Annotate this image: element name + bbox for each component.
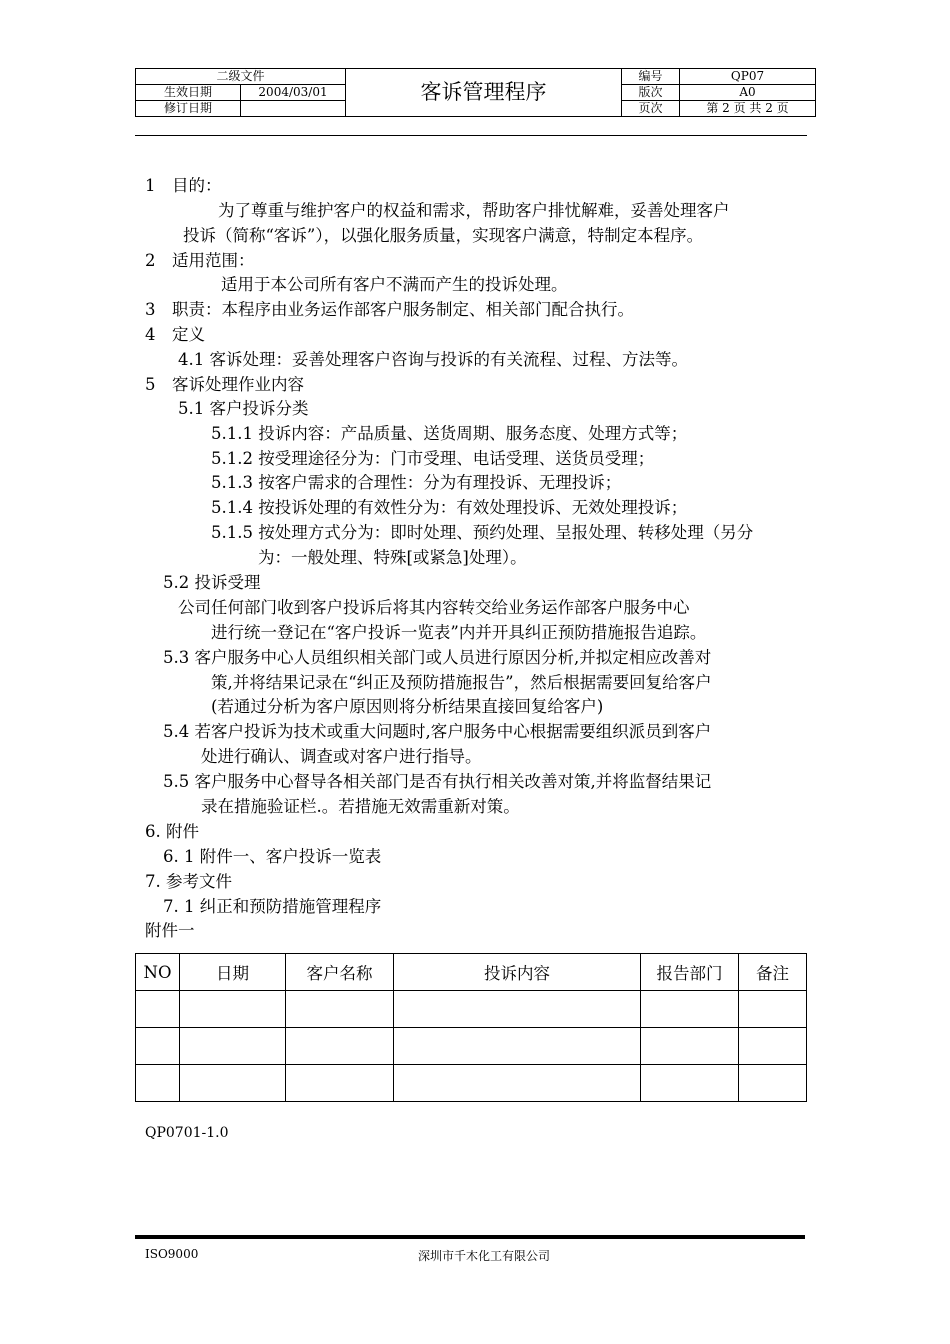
page-value: 第 2 页 共 2 页 [680,101,816,117]
section-5-2: 5.2 投诉受理 [163,573,261,592]
section-1-text: 为了尊重与维护客户的权益和需求，帮助客户排忧解难，妥善处理客户 [218,201,730,220]
section-5-1-3: 5.1.3 按客户需求的合理性：分为有理投诉、无理投诉； [211,473,622,492]
revise-date-value [241,101,346,117]
section-1-title: 1 目的： [145,176,222,195]
section-5-1-5: 5.1.5 按处理方式分为：即时处理、预约处理、呈报处理、转移处理（另分 [211,523,754,542]
col-header-dept: 报告部门 [641,954,739,991]
footer-company: 深圳市千木化工有限公司 [418,1249,551,1263]
section-5-2-text: 公司任何部门收到客户投诉后将其内容转交给业务运作部客户服务中心 [178,598,690,617]
section-6-1: 6. 1 附件一、客户投诉一览表 [163,847,382,866]
section-1-text-cont: 投诉（简称“客诉”），以强化服务质量，实现客户满意，特制定本程序。 [183,226,704,245]
section-5-4-cont: 处进行确认、调查或对客户进行指导。 [201,747,482,766]
footer-standard: ISO9000 [145,1247,199,1261]
section-5-title: 5 客诉处理作业内容 [145,375,304,394]
version-label: 版次 [622,85,680,101]
code-label: 编号 [622,69,680,85]
col-header-content: 投诉内容 [394,954,641,991]
appendix-title: 附件一 [145,921,195,940]
section-5-3-note: (若通过分析为客户原因则将分析结果直接回复给客户) [211,697,604,716]
section-4-1: 4.1 客诉处理：妥善处理客户咨询与投诉的有关流程、过程、方法等。 [178,350,688,369]
footer-divider [135,1235,805,1239]
doc-title: 客诉管理程序 [346,69,622,117]
section-5-1-5-cont: 为：一般处理、特殊[或紧急]处理）。 [258,548,527,567]
section-4-title: 4 定义 [145,325,205,344]
section-7-1: 7. 1 纠正和预防措施管理程序 [163,897,382,916]
header-divider [135,135,807,136]
effective-date-value: 2004/03/01 [241,85,346,101]
section-5-2-text-cont: 进行统一登记在“客户投诉一览表”内并开具纠正预防措施报告追踪。 [211,623,707,642]
section-5-1-2: 5.1.2 按受理途径分为：门市受理、电话受理、送货员受理； [211,449,655,468]
doc-level: 二级文件 [136,69,346,85]
section-5-1-1: 5.1.1 投诉内容：产品质量、送货周期、服务态度、处理方式等； [211,424,688,443]
section-5-4: 5.4 若客户投诉为技术或重大问题时,客户服务中心根据需要组织派员到客户 [163,722,712,741]
section-5-5: 5.5 客户服务中心督导各相关部门是否有执行相关改善对策,并将监督结果记 [163,772,712,791]
complaint-list-table [135,953,807,1102]
section-2-title: 2 适用范围： [145,251,255,270]
table-header-row [136,954,807,991]
code-value: QP07 [680,69,816,85]
section-7-title: 7. 参考文件 [145,872,232,891]
col-header-remark: 备注 [739,954,807,991]
section-2-text: 适用于本公司所有客户不满而产生的投诉处理。 [221,275,568,294]
table-row [136,991,807,1028]
section-5-1: 5.1 客户投诉分类 [178,399,309,418]
section-5-3: 5.3 客户服务中心人员组织相关部门或人员进行原因分析,并拟定相应改善对 [163,648,712,667]
section-5-1-4: 5.1.4 按投诉处理的有效性分为：有效处理投诉、无效处理投诉； [211,498,688,517]
page-label: 页次 [622,101,680,117]
section-5-3-cont: 策,并将结果记录在“纠正及预防措施报告”，然后根据需要回复给客户 [211,673,712,692]
version-value: A0 [680,85,816,101]
section-6-title: 6. 附件 [145,822,199,841]
form-code: QP0701-1.0 [145,1125,229,1141]
section-3: 3 职责：本程序由业务运作部客户服务制定、相关部门配合执行。 [145,300,634,319]
col-header-date: 日期 [180,954,286,991]
table-row [136,1065,807,1102]
document-header-table [135,68,816,117]
table-row [136,1028,807,1065]
effective-date-label: 生效日期 [136,85,241,101]
col-header-no: NO [136,954,180,991]
section-5-5-cont: 录在措施验证栏.。若措施无效需重新对策。 [201,797,520,816]
revise-date-label: 修订日期 [136,101,241,117]
col-header-customer: 客户名称 [286,954,394,991]
